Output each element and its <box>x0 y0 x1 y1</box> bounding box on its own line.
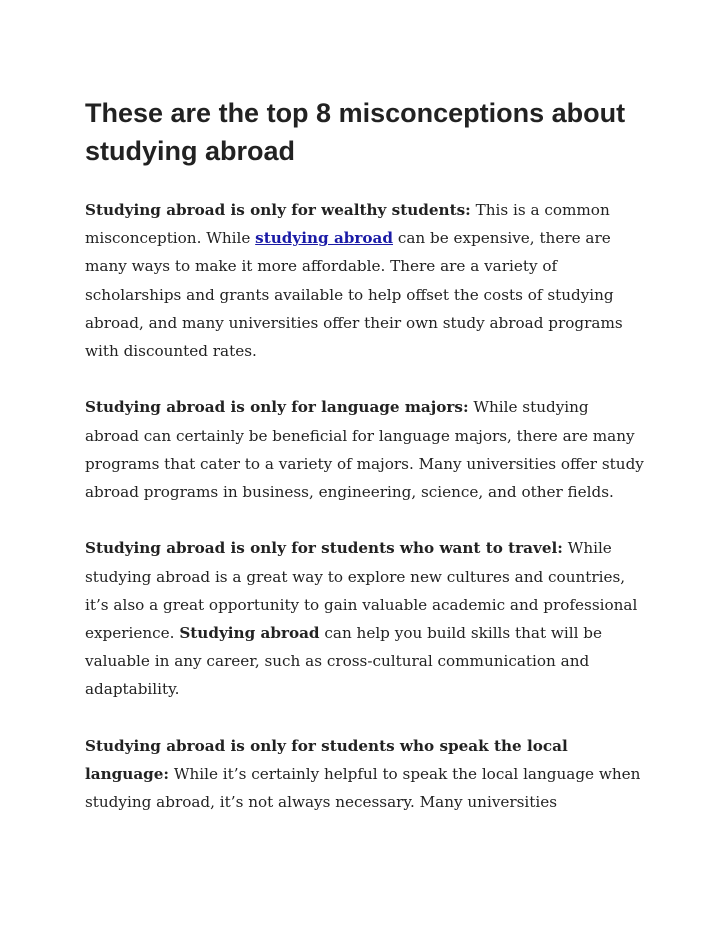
paragraph-heading: Studying abroad is only for students who speak the local language: <box>85 736 568 784</box>
paragraph-wealthy-students <box>85 196 645 365</box>
paragraph-text: can help you build skills that will be valuable in any career, such as cross-cultural communication and adaptability. <box>85 624 603 699</box>
paragraph-text: This is a common misconception. While <box>85 201 610 248</box>
paragraph-heading: Studying abroad is only for wealthy students: <box>85 201 471 219</box>
article-body <box>85 196 645 845</box>
paragraph-local-language <box>85 732 645 817</box>
paragraph-language-majors <box>85 393 645 506</box>
bold-phrase: Studying abroad <box>179 624 320 643</box>
paragraph-text: While studying abroad is a great way to explore new cultures and countries, it’s also a great opportunity to gain valuable academic and professional experience. <box>85 539 638 643</box>
paragraph-text: While studying abroad can certainly be beneficial for language majors, there are many programs that cater to a variety of majors. Many universities offer study abroad programs in business, engineering, science, and other fields. <box>85 398 644 502</box>
paragraph-heading: Studying abroad is only for students who want to travel: <box>85 539 563 558</box>
page-title: These are the top 8 misconceptions about studying abroad <box>85 98 626 166</box>
studying-abroad-link[interactable]: studying abroad <box>255 229 393 248</box>
paragraph-heading: Studying abroad is only for language majors: <box>85 398 469 417</box>
paragraph-text: can be expensive, there are many ways to make it more affordable. There are a variety of scholarships and grants available to help offset the costs of studying abroad, and many universities offer their own study abroad programs with discounted rates. <box>85 229 623 361</box>
paragraph-text: While it’s certainly helpful to speak the local language when studying abroad, it’s not always necessary. Many universities <box>85 765 641 812</box>
paragraph-travel <box>85 534 645 703</box>
